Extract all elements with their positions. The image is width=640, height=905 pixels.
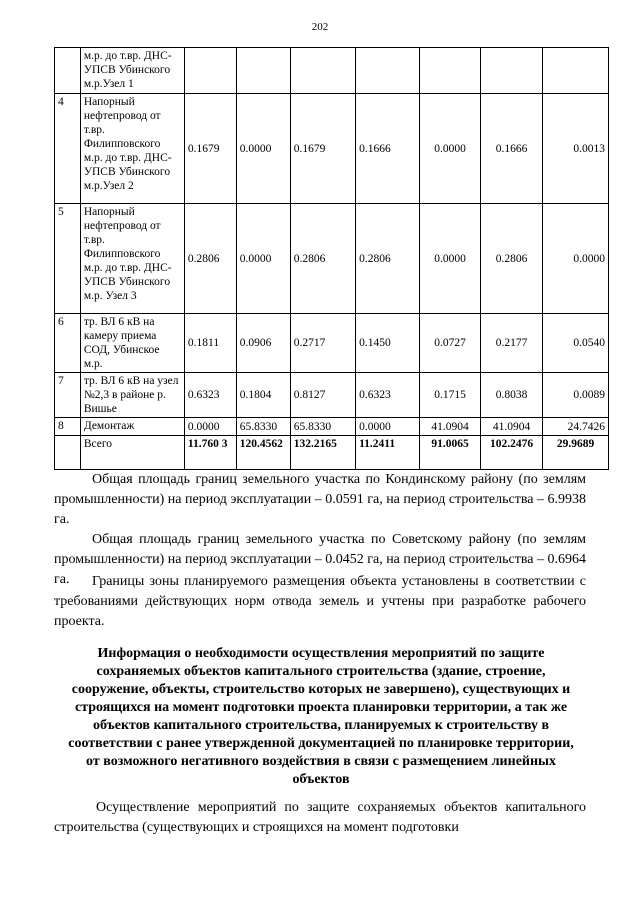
row-value-cell: 0.0000 [184, 418, 236, 436]
total-number-cell [55, 436, 81, 470]
row-value-cell: 0.0906 [236, 314, 290, 373]
total-value-cell: 11.2411 [356, 436, 420, 470]
row-value-cell: 0.0089 [543, 373, 609, 418]
row-value-cell: 0.8038 [481, 373, 543, 418]
row-value-cell: 65.8330 [236, 418, 290, 436]
row-value-cell: 0.0000 [236, 94, 290, 204]
row-value-cell: 65.8330 [290, 418, 355, 436]
row-value-cell [543, 48, 609, 94]
row-value-cell: 0.2806 [481, 204, 543, 314]
paragraph-boundaries: Границы зоны планируемого размещения объекта установлены в соответствии с требованиями действующих норм отвода земель и учтены при разработке рабочего проекта. [54, 574, 586, 629]
table-row [55, 94, 609, 204]
row-value-cell: 0.0013 [543, 94, 609, 204]
row-value-cell: 0.1811 [184, 314, 236, 373]
row-value-cell: 0.1679 [184, 94, 236, 204]
section-heading: Информация о необходимости осуществления мероприятий по защите сохраняемых объектов капитального строительства (здание, строение, сооружение, объекты, строительство которых не завершено), существующих и строящихся на момент подготовки проекта планировки территории, а так же объектов капитального строительства, планируемых к строительству в соответствии с ранее утвержденной документацией по планировке территории, от возможного негативного воздействия в связи с размещением линейных объектов [68, 646, 574, 787]
row-value-cell: 0.2717 [290, 314, 355, 373]
row-value-cell: 0.0000 [236, 204, 290, 314]
row-number: 6 [55, 314, 81, 373]
row-value-cell: 0.1804 [236, 373, 290, 418]
row-value-cell: 0.1666 [481, 94, 543, 204]
row-object-name: Напорный нефтепровод от т.вр. Филипповского м.р. до т.вр. ДНС-УПСВ Убинского м.р. Узел 3 [80, 204, 184, 314]
row-value-cell: 0.0727 [420, 314, 481, 373]
total-label: Всего [80, 436, 184, 470]
paragraph-kondinsky: Общая площадь границ земельного участка по Кондинскому району (по землям промышленности) на период эксплуатации – 0.0591 га, на период строительства – 6.9938 га. [54, 472, 586, 527]
row-value-cell: 0.0000 [420, 204, 481, 314]
table-row [55, 48, 609, 94]
row-value-cell [481, 48, 543, 94]
row-value-cell [290, 48, 355, 94]
row-number [55, 48, 81, 94]
row-value-cell: 0.0000 [356, 418, 420, 436]
table-row [55, 314, 609, 373]
total-value-cell: 102.2476 [481, 436, 543, 470]
total-value-cell: 29.9689 [543, 436, 609, 470]
row-number: 7 [55, 373, 81, 418]
total-value-cell: 11.760 3 [184, 436, 236, 470]
paragraph-sovetsky: Общая площадь границ земельного участка по Советскому району (по землям промышленности) на период эксплуатации – 0.0452 га, на период строительства – 0.6964 га. [54, 532, 586, 587]
row-value-cell [236, 48, 290, 94]
row-object-name: Демонтаж [80, 418, 184, 436]
row-value-cell: 0.1679 [290, 94, 355, 204]
row-value-cell [356, 48, 420, 94]
row-number: 5 [55, 204, 81, 314]
row-value-cell: 0.2806 [356, 204, 420, 314]
row-object-name: тр. ВЛ 6 кВ на камеру приема СОД, Убинское м.р. [80, 314, 184, 373]
row-object-name: м.р. до т.вр. ДНС-УПСВ Убинского м.р.Узел 1 [80, 48, 184, 94]
row-value-cell: 0.6323 [356, 373, 420, 418]
row-value-cell: 41.0904 [481, 418, 543, 436]
row-number: 4 [55, 94, 81, 204]
table-row [55, 418, 609, 436]
row-value-cell: 41.0904 [420, 418, 481, 436]
page-number: 202 [311, 21, 329, 33]
row-value-cell: 0.0540 [543, 314, 609, 373]
row-value-cell: 0.2806 [290, 204, 355, 314]
table-row [55, 373, 609, 418]
row-object-name: Напорный нефтепровод от т.вр. Филипповского м.р. до т.вр. ДНС-УПСВ Убинского м.р.Узел 2 [80, 94, 184, 204]
land-area-table [54, 47, 609, 470]
row-object-name: тр. ВЛ 6 кВ на узел №2,3 в районе р. Вишье [80, 373, 184, 418]
row-value-cell [184, 48, 236, 94]
row-value-cell: 0.1666 [356, 94, 420, 204]
table-total-row [55, 436, 609, 470]
total-value-cell: 120.4562 [236, 436, 290, 470]
total-value-cell: 91.0065 [420, 436, 481, 470]
row-value-cell: 0.8127 [290, 373, 355, 418]
row-value-cell: 0.1715 [420, 373, 481, 418]
row-value-cell: 0.1450 [356, 314, 420, 373]
total-value-cell: 132.2165 [290, 436, 355, 470]
row-value-cell: 24.7426 [543, 418, 609, 436]
row-value-cell [420, 48, 481, 94]
row-value-cell: 0.6323 [184, 373, 236, 418]
row-value-cell: 0.0000 [420, 94, 481, 204]
row-number: 8 [55, 418, 81, 436]
table-row [55, 204, 609, 314]
row-value-cell: 0.2177 [481, 314, 543, 373]
row-value-cell: 0.2806 [184, 204, 236, 314]
paragraph-measures: Осуществление мероприятий по защите сохраняемых объектов капитального строительства (существующих и строящихся на момент подготовки [54, 800, 586, 835]
row-value-cell: 0.0000 [543, 204, 609, 314]
